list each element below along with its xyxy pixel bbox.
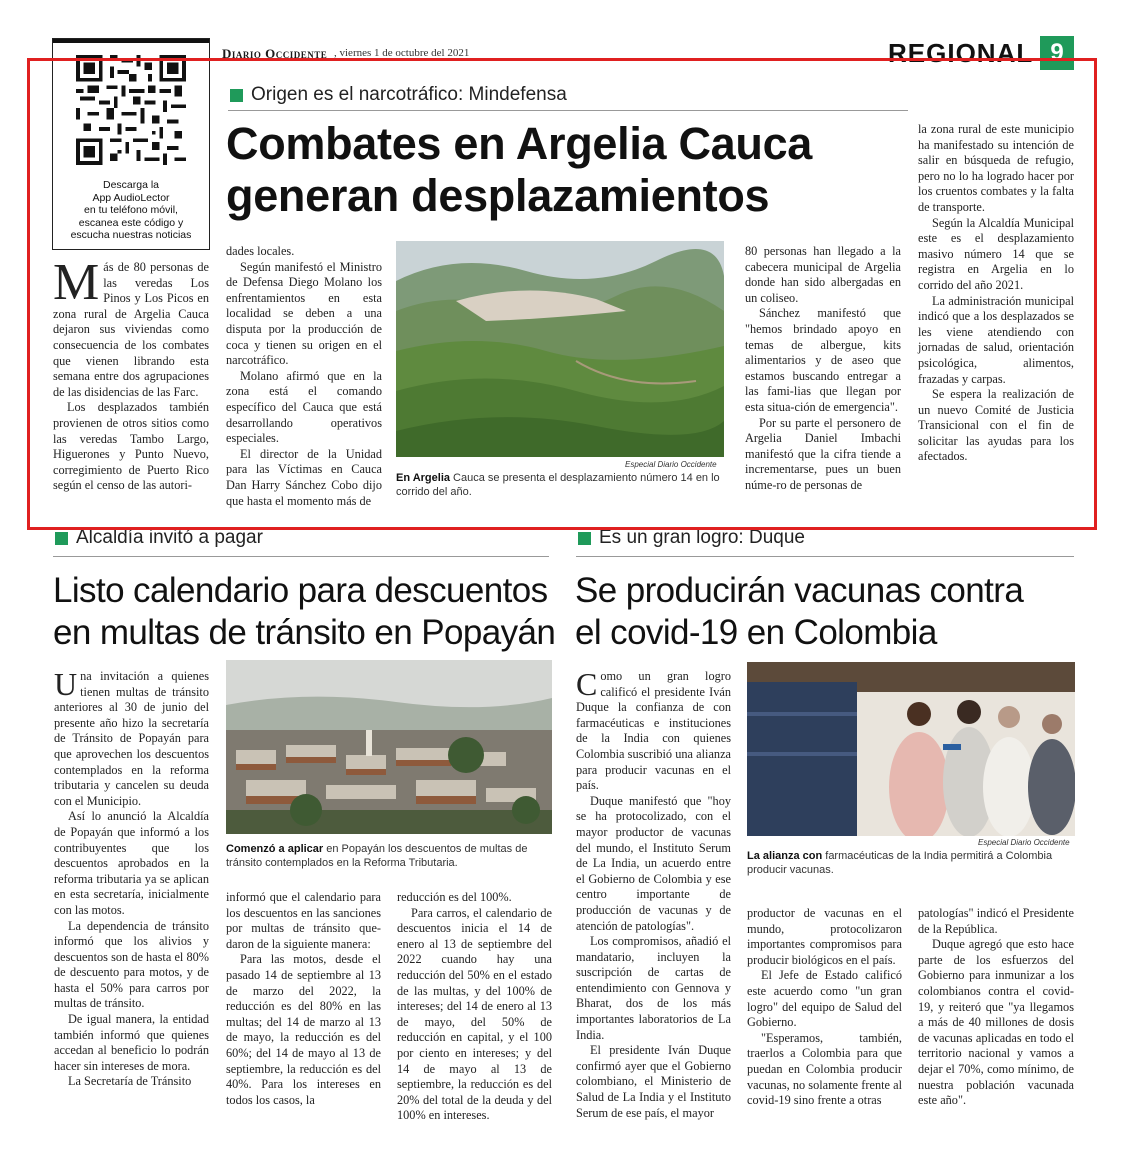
story3-col1: Como un gran logro calificó el presidente Iván Duque la confianza de con farmacéuticas e instituciones de la India con quienes Colombia suscribió una alianza para producir vacunas en el país. Duque manifestó que "hoy se ha protocolizado, con el mayor productor de vacunas del mundo, el Instituto Serum de La India, un acuerdo entre el Gobierno de Colombia y ese centro importante de producción de vacunas y de atención de patologías". Los compromisos, añadió el mandatario, incluyen la suscripción de cartas de entendimiento con Gennova y Bharat, dos de los más importantes laboratorios de La India. El presidente Iván Duque confirmó ayer que el Gobierno colombiano, el Ministerio de Salud de La India y el Instituto Serum de ese país, el mayor [576, 666, 731, 1120]
story3-photo-caption: La alianza con farmacéuticas de la India permitirá a Colombia producir vacunas. [747, 850, 1053, 876]
date-line: , viernes 1 de octubre del 2021 [334, 47, 470, 59]
qr-box [52, 38, 210, 250]
story3-col3: patologías" indicó el Presidente de la República. Duque agregó que esto hace parte de los esfuerzos del Gobierno para inmunizar a los colombianos contra el covid-19, y reiteró que "ya llegamos a más de 40 millones de dosis de vacunas aplicadas en todo el territorio nacional y vamos a dejar el 70%, como mínimo, de nuestra población vacunada este año". [918, 906, 1074, 1108]
story1-col1: Más de 80 personas de las veredas Los Pinos y Los Picos en zona rural de Argelia Cauca dejaron sus viviendas como consecuencia de los combates que vienen librando esta semana entre dos agrupaciones de las disidencias de las Farc. Los desplazados también provienen de otros sitios como las veredas Tambo Largo, Higuerones y Punto Nuevo, corregimiento de Puerto Rico según el censo de las autori- [53, 254, 209, 493]
kicker-square-icon [55, 532, 68, 545]
popayan-city-photo [226, 660, 552, 834]
vaccine-agreement-photo [747, 662, 1075, 836]
story3-photo-credit: Especial Diario Occidente [978, 838, 1070, 847]
qr-caption: Descarga la App AudioLector en tu teléfono móvil, escanea este código y escucha nuestras noticias [70, 179, 192, 241]
kicker-square-icon [578, 532, 591, 545]
kicker-square-icon [230, 89, 243, 102]
story2-photo-caption: Comenzó a aplicar en Popayán los descuentos de multas de tránsito contemplados en la Reforma Tributaria. [226, 843, 528, 869]
story2-kicker: Alcaldía invitó a pagar [55, 527, 263, 549]
story3-kicker-rule [576, 556, 1074, 557]
story1-headline: Combates en Argelia Cauca generan desplazamientos [226, 118, 813, 221]
argelia-landscape-photo [396, 241, 724, 457]
story2-col3: reducción es del 100%. Para carros, el calendario de descuentos inicia el 14 de enero al 13 de septiembre del 2022 cuando hay una reducción del 50% en el estado de las multas, y del 100% de intereses; del 14 de enero al 13 de mayo, del 50% de reducción en capital, y el 100 por ciento en intereses; y del 14 de mayo al 13 de septiembre, la reducción es del 20% del total de la deuda y del 100% en intereses. [397, 890, 552, 1123]
story3-headline: Se producirán vacunas contra el covid-19 en Colombia [575, 571, 1024, 652]
story2-headline: Listo calendario para descuentos en multas de tránsito en Popayán [53, 571, 556, 652]
story2-col1: Una invitación a quienes tienen multas de tránsito anteriores al 30 de junio del presente año hizo la secretaría de Tránsito de Popayán para que aprovechen los descuentos contemplados en la reforma tributaria y cancelen su deuda con el Municipio. Así lo anunció la Alcaldía de Popayán que informó a los contribuyentes que los descuentos aprobados en la reforma tributaria ya se aplican en esta secretaría, inicialmente con las motos. La dependencia de tránsito informó que los alivios y descuentos son de hasta el 80% de descuento para motos, y de hasta el 50% para carros por multas de tránsito. De igual manera, la entidad también informó que quienes accedan al beneficio lo podrán hacer sin intereses de mora. La Secretaría de Tránsito [54, 666, 209, 1089]
section-label: REGIONAL [888, 38, 1034, 68]
story1-kicker: Origen es el narcotráfico: Mindefensa [230, 84, 567, 106]
story1-col2: dades locales. Según manifestó el Ministro de Defensa Diego Molano los enfrentamientos en esta localidad se deben a una disputa por la producción de coca y tienen su origen en el narcotráfico. Molano afirmó que en la zona está el comando específico del Cauca que está desarrollando operativos especiales. El director de la Unidad para las Víctimas en Cauca Dan Harry Sánchez Cobo dijo que hasta el momento más de [226, 244, 382, 508]
drop-cap: U [54, 666, 78, 702]
drop-cap: M [53, 254, 100, 311]
story1-col4: 80 personas han llegado a la cabecera municipal de Argelia donde han sido albergadas en un coliseo. Sánchez manifestó que "hemos brindado apoyo en temas de albergue, kits alimentarios y de aseo que estamos buscando entregar a las fami-lias que llegan por esta situa-ción de emergencia". Por su parte el personero de Argelia Daniel Imbachi manifestó que la cifra tiende a incrementarse, pues un buen núme-ro de personas de [745, 244, 901, 492]
story3-col2: productor de vacunas en el mundo, protocolizaron importantes compromisos para producir biológicos en el país. El Jefe de Estado calificó este acuerdo como "un gran logro" del equipo de Salud del Gobierno. "Esperamos, también, traerlos a Colombia para que puedan en Colombia producir vacunas, no solamente frente al covid-19 sino frente a otras [747, 906, 902, 1108]
drop-cap: C [576, 666, 598, 702]
page-number-box [1040, 36, 1074, 70]
story1-photo-caption: En Argelia Cauca se presenta el desplazamiento número 14 en lo corrido del año. [396, 472, 720, 498]
story1-col5: la zona rural de este municipio ha manifestado su intención de salir en búsqueda de refugio, pero no lo ha logrado hacer por los cruentos combates y la falta de transporte. Según la Alcaldía Municipal este es el desplazamiento masivo número 14 que se registra en Argelia en lo corrido del año 2021. La administración municipal indicó que a los desplazados se les viene atendiendo con jornadas de salud, orientación psicológica, alimentos, frazadas y carpas. Se espera la realización de un nuevo Comité de Justicia Transicional con el fin de solicitar las ayudas para los afectados. [918, 122, 1074, 464]
story1-kicker-rule [228, 110, 908, 111]
story3-kicker: Es un gran logro: Duque [578, 527, 805, 549]
page-number: 9 [1050, 39, 1064, 66]
story2-col2: informó que el calendario para los descuentos en las sanciones por multas de tránsito que-daron de la siguiente manera: Para las motos, desde el pasado 14 de septiembre al 13 de marzo del 2022, la reducción es del 80% en las multas; del 14 de marzo al 13 de mayo, la reducción es del 60%; del 14 de mayo al 13 de septiembre, la reducción es del 40%. Para los intereses en todos los casos, la [226, 890, 381, 1107]
story1-photo-credit: Especial Diario Occidente [625, 460, 717, 469]
qr-code-icon[interactable] [76, 55, 186, 165]
story2-kicker-rule [53, 556, 549, 557]
paper-name: Diario Occidente [222, 46, 328, 61]
